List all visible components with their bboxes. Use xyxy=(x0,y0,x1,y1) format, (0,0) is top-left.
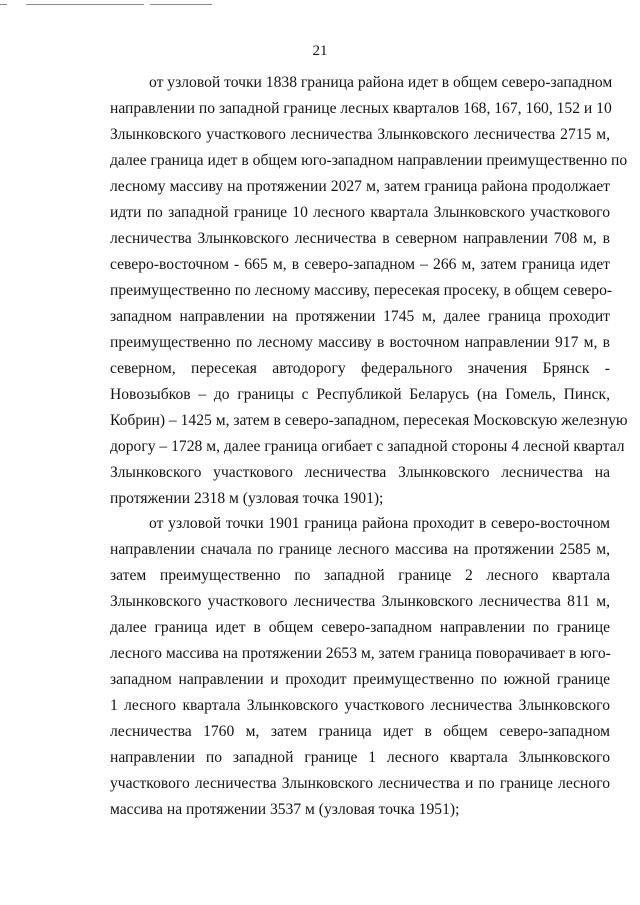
text-line: идти по западной границе 10 лесного квартала Злынковского участкового xyxy=(110,204,610,221)
text-line: дорогу – 1728 м, далее граница огибает с западной стороны 4 лесной квартал xyxy=(110,438,625,455)
text-line: преимущественно по лесному массиву, пересекая просеку, в общем северо- xyxy=(110,282,613,299)
text-line: Злынковского участкового лесничества Злынковского лесничества 2715 м, xyxy=(110,126,610,143)
text-line: далее граница идет в общем юго-западном направлении преимущественно по xyxy=(110,152,628,169)
text-line: от узловой точки 1838 граница района идет в общем северо-западном xyxy=(149,74,613,91)
text-line: участкового лесничества Злынковского лесничества и по границе лесного xyxy=(110,775,610,792)
text-line: Новозыбков – до границы с Республикой Беларусь (на Гомель, Пинск, xyxy=(110,386,610,403)
text-line: северо-восточном - 665 м, в северо-западном – 266 м, затем граница идет xyxy=(110,256,610,273)
top-rule-middle xyxy=(26,4,144,5)
text-line: лесничества 1760 м, затем граница идет в общем северо-западном xyxy=(110,723,610,740)
text-line: преимущественно по лесному массиву в восточном направлении 917 м, в xyxy=(110,334,610,351)
text-line: Злынковского участкового лесничества Злынковского лесничества 811 м, xyxy=(110,593,610,610)
text-line: протяжении 2318 м (узловая точка 1901); xyxy=(110,490,384,507)
page-number: 21 xyxy=(312,43,328,59)
text-line: лесничества Злынковского лесничества в северном направлении 708 м, в xyxy=(110,230,610,247)
text-line: от узловой точки 1901 граница района проходит в северо-восточном xyxy=(149,515,610,532)
text-line: направлении сначала по границе лесного массива на протяжении 2585 м, xyxy=(110,541,610,558)
top-rule-left xyxy=(0,4,7,5)
text-line: затем преимущественно по западной границе 2 лесного квартала xyxy=(110,567,610,584)
text-line: направлении по западной границе лесных кварталов 168, 167, 160, 152 и 10 xyxy=(110,100,612,117)
text-line: направлении по западной границе 1 лесного квартала Злынковского xyxy=(110,749,610,766)
text-line: далее граница идет в общем северо-западном направлении по границе xyxy=(110,619,610,636)
text-line: лесному массиву на протяжении 2027 м, затем граница района продолжает xyxy=(110,178,610,195)
text-line: массива на протяжении 3537 м (узловая точка 1951); xyxy=(110,801,460,818)
text-line: западном направлении и проходит преимущественно по южной границе xyxy=(110,671,610,688)
paragraph-node-1901 xyxy=(110,511,610,823)
text-line: северном, пересекая автодорогу федерального значения Брянск - xyxy=(110,360,610,377)
paragraph-node-1838 xyxy=(110,70,628,512)
text-line: Кобрин) – 1425 м, затем в северо-западном, пересекая Московскую железную xyxy=(110,412,628,429)
text-line: западном направлении на протяжении 1745 м, далее граница проходит xyxy=(110,308,610,325)
text-line: Злынковского участкового лесничества Злынковского лесничества на xyxy=(110,464,610,481)
top-rule-right xyxy=(150,4,212,5)
text-line: лесного массива на протяжении 2653 м, затем граница поворачивает в юго- xyxy=(110,645,611,662)
text-line: 1 лесного квартала Злынковского участкового лесничества Злынковского xyxy=(110,697,610,714)
